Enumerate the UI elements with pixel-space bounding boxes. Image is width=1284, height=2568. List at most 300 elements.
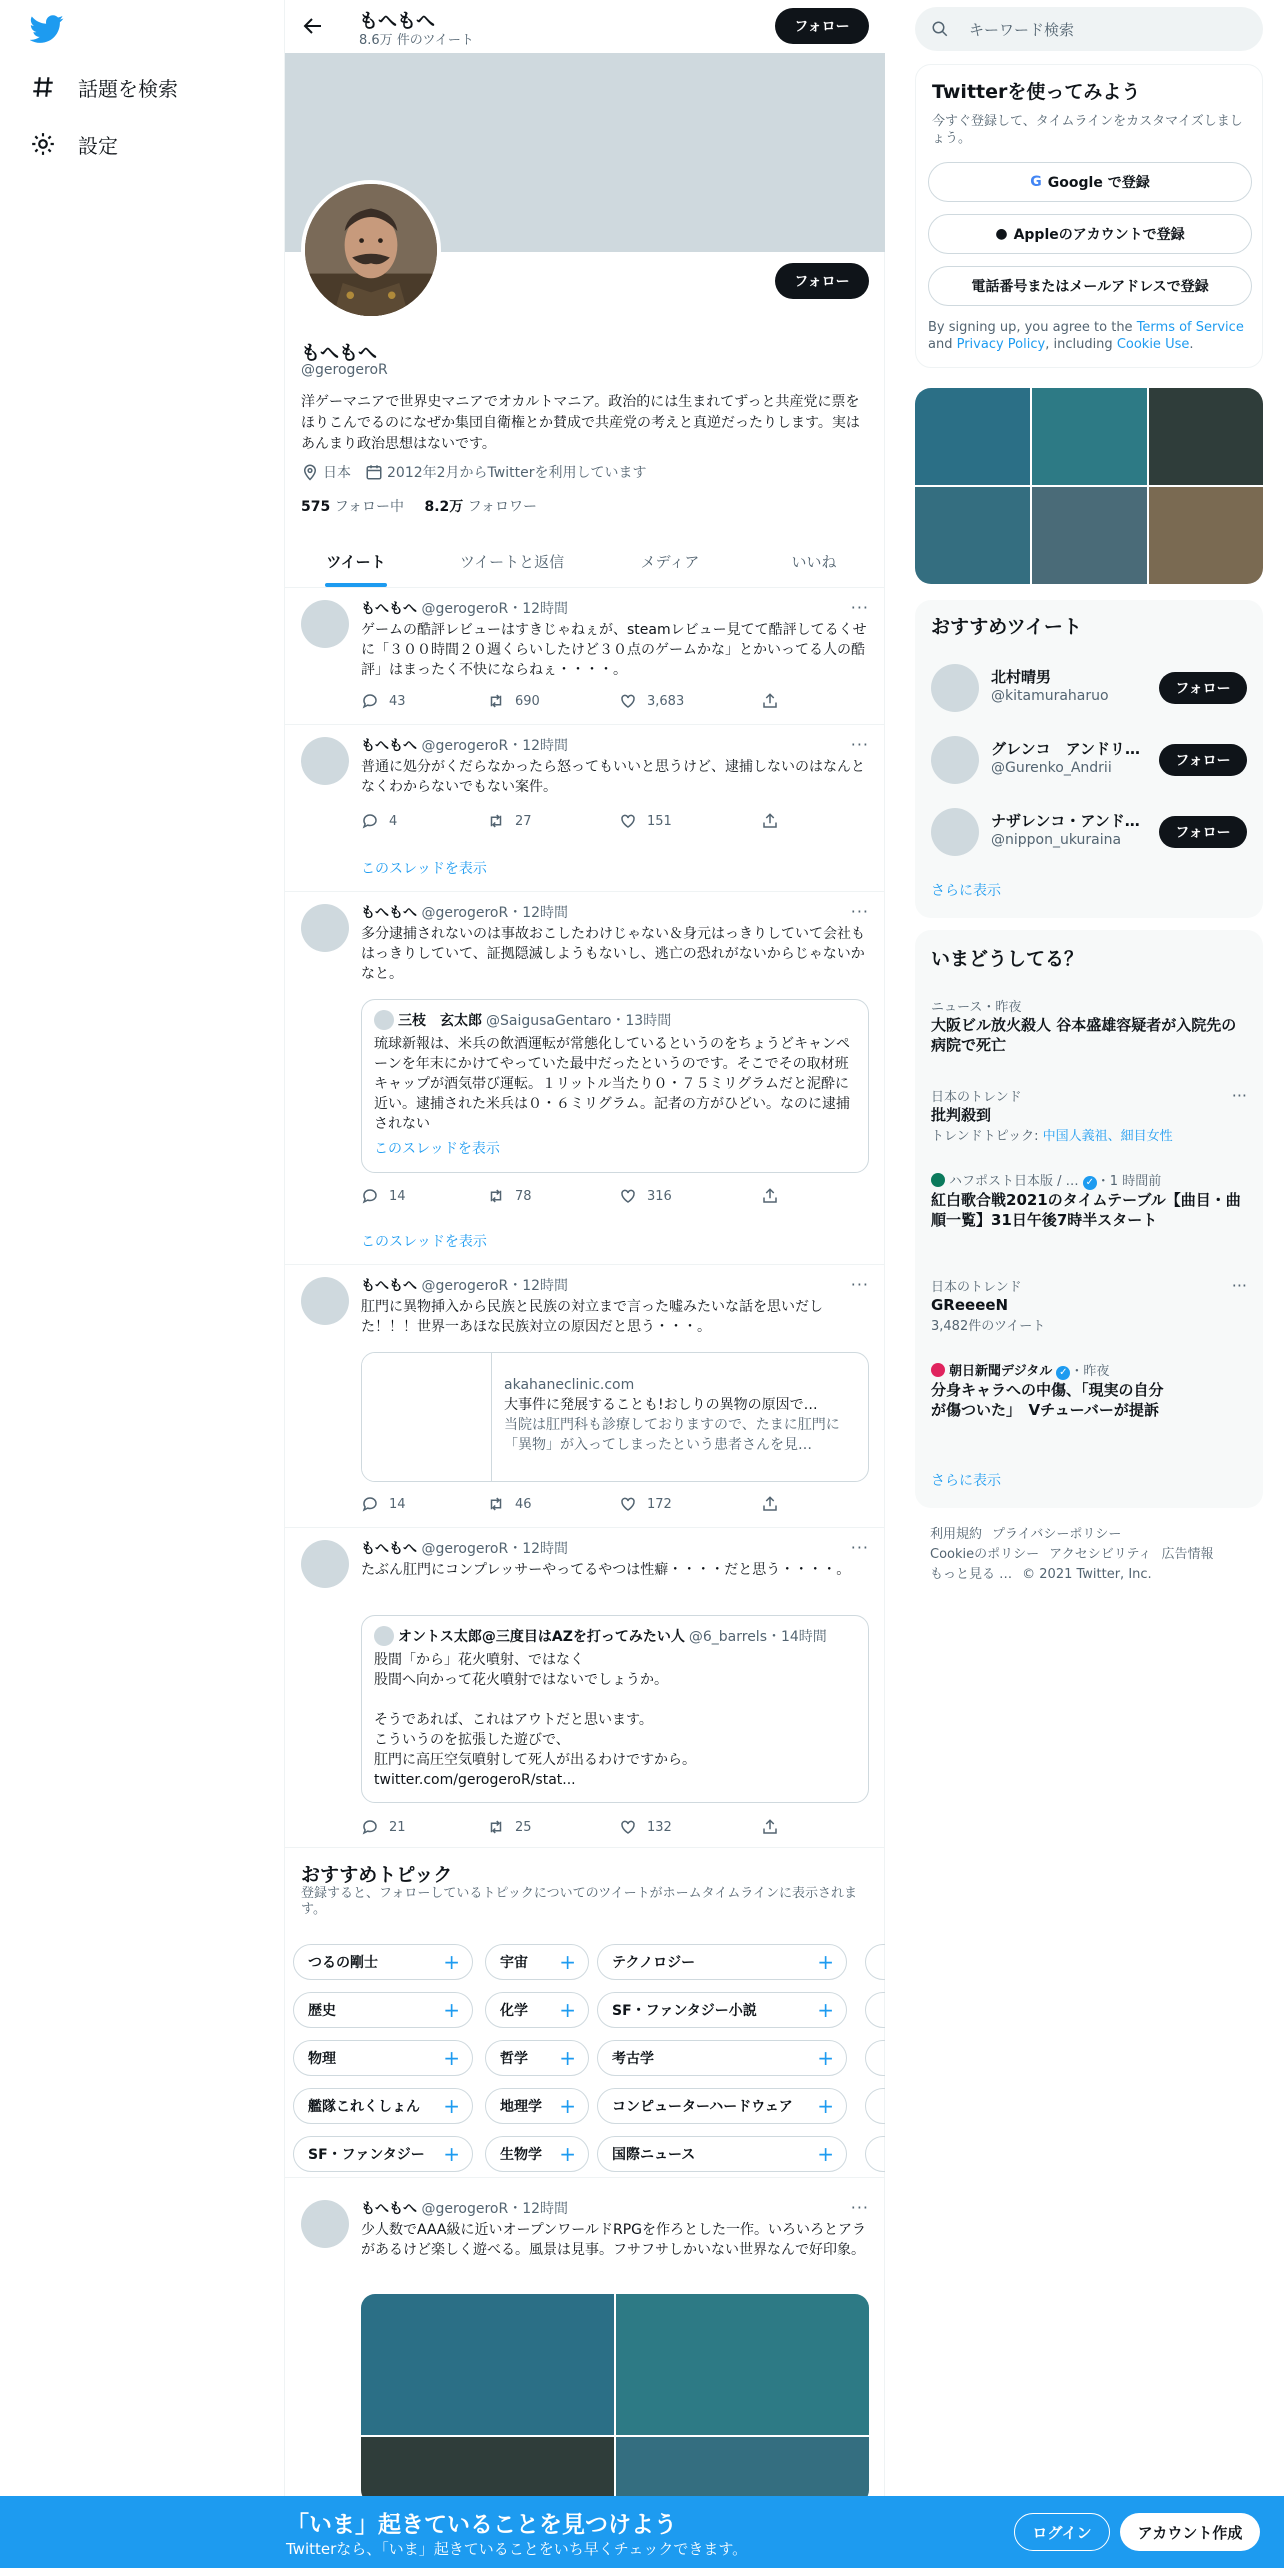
reply-count: 14 — [389, 1496, 406, 1512]
followers-label: フォロワー — [467, 499, 538, 515]
like-button[interactable] — [619, 1187, 672, 1205]
plus-icon: + — [559, 2046, 576, 2070]
user-avatar[interactable] — [931, 808, 979, 856]
link-card-description: 当院は肛門科も診療しておりますので、たまに肛門に「異物」が入ってしまったという患者さんを見… — [504, 1417, 840, 1453]
footer-links — [930, 1525, 1260, 1585]
profile-handle: @gerogeroR — [301, 362, 388, 378]
legal-text: and — [928, 337, 957, 352]
show-thread-link[interactable]: このスレッドを表示 — [361, 1234, 487, 1250]
nav-explore[interactable] — [30, 67, 178, 107]
topic-chip-partial[interactable] — [865, 1992, 885, 2028]
tweet-text: 少人数でAAA級に近いオープンワールドRPGを作ろとした一作。いろいろとアラがあるけど楽しく遊べる。風景は見事。フサフサしかいない世界なんで好印象。 — [361, 2222, 866, 2258]
trend-topics — [931, 1125, 1251, 1144]
reply-icon — [361, 1187, 379, 1205]
trend-item[interactable] — [931, 1086, 1251, 1144]
quote-line — [374, 1690, 858, 1710]
retweet-button[interactable] — [487, 812, 532, 830]
tweet-author-line — [361, 1275, 568, 1295]
signup-subtitle: 今すぐ登録して、タイムラインをカスタマイズしましょう。 — [932, 114, 1243, 146]
topic-chip-label: テクノロジー — [612, 1955, 696, 1971]
share-button[interactable] — [761, 692, 789, 710]
legal-text: By signing up, you agree to the — [928, 320, 1137, 335]
google-signup-label: Google で登録 — [1047, 175, 1150, 191]
media-thumbnail[interactable] — [1149, 487, 1263, 584]
share-icon — [761, 1187, 779, 1205]
trend-category-line — [931, 1360, 1251, 1380]
google-signup-button[interactable] — [928, 162, 1252, 202]
topic-chip-label: 化学 — [500, 2003, 528, 2019]
signup-title: Twitterを使ってみよう — [932, 81, 1141, 103]
reply-count: 21 — [389, 1819, 406, 1835]
tweet-author-line — [361, 735, 568, 755]
topic-chip[interactable] — [597, 2136, 847, 2172]
follow-button[interactable]: フォロー — [1159, 816, 1247, 848]
quote-text: 琉球新報は、米兵の飲酒運転が常態化しているというのをちょうどキャンペーンを年末にかけてやっていた最中だったというのです。そこでその取材班キャップが酒気帯び運転。１リットル当たり０・７５ミリグラムだと泥酔に近い。逮捕された米兵は０・６ミリグラム。記者の方がひどい。なのに逮捕されない — [374, 1036, 850, 1132]
reply-icon — [361, 692, 379, 710]
like-button[interactable] — [619, 1495, 672, 1513]
tweet-actions — [361, 1495, 791, 1515]
topic-chip-partial[interactable] — [865, 1944, 885, 1980]
quoted-tweet[interactable] — [361, 999, 869, 1173]
trend-item[interactable] — [931, 1276, 1251, 1334]
retweet-count: 690 — [515, 693, 540, 709]
recommended-show-more[interactable]: さらに表示 — [931, 883, 1001, 899]
media-thumbnail[interactable] — [1149, 388, 1263, 485]
bottom-bar-title: 「いま」起きていることを見つけよう — [286, 2512, 677, 2538]
share-button[interactable] — [761, 1495, 789, 1513]
tweet-text: たぶん肛門にコンプレッサーやってるやつは性癖・・・・だと思う・・・・。 — [361, 1562, 851, 1578]
retweet-icon — [487, 812, 505, 830]
trend-title: 紅白歌合戦2021のタイムテーブル【曲目・曲順一覧】31日午後7時半スタート — [931, 1191, 1241, 1229]
followers-count: 8.2万 — [424, 499, 464, 515]
topic-chip[interactable] — [293, 2136, 473, 2172]
heart-icon — [619, 692, 637, 710]
tweet-avatar[interactable] — [301, 904, 349, 952]
reply-button[interactable] — [361, 1495, 406, 1513]
tweet[interactable] — [285, 1265, 885, 1528]
hashtag-icon — [30, 74, 56, 100]
plus-icon: + — [443, 2046, 460, 2070]
share-button[interactable] — [761, 1187, 789, 1205]
signup-button[interactable]: アカウント作成 — [1120, 2513, 1260, 2551]
tweet-author-name: もへもへ — [361, 2201, 417, 2217]
footer-copyright: © 2021 Twitter, Inc. — [1022, 1567, 1152, 1582]
tab-active-indicator — [325, 583, 387, 587]
tweet-author-line — [361, 1538, 568, 1558]
tweet-avatar[interactable] — [301, 2200, 349, 2248]
topic-chip[interactable] — [485, 1944, 589, 1980]
recommended-user[interactable] — [915, 724, 1263, 796]
user-handle: @nippon_ukuraina — [991, 832, 1122, 848]
link-card-domain: akahaneclinic.com — [504, 1377, 635, 1393]
retweet-icon — [487, 1187, 505, 1205]
topic-chip-partial[interactable] — [865, 2040, 885, 2076]
trend-category: ハフポスト日本版 / … — [949, 1174, 1079, 1189]
user-handle: @kitamuraharuo — [991, 688, 1109, 704]
quote-line: 股間「から」花火噴射、ではなく — [374, 1652, 584, 1668]
topic-chip-label: SF・ファンタジー小説 — [612, 2003, 757, 2019]
verified-icon: ✓ — [1083, 1176, 1097, 1190]
tab-likes[interactable]: いいね — [791, 553, 837, 571]
like-count: 151 — [647, 813, 672, 829]
more-icon[interactable]: ··· — [850, 902, 869, 921]
media-thumbnail[interactable] — [915, 487, 1030, 584]
user-name: 北村晴男 — [991, 668, 1052, 686]
tweet-avatar[interactable] — [301, 1540, 349, 1588]
profile-bio: 洋ゲーマニアで世界史マニアでオカルトマニア。政治的には生まれてずっと共産党に票をほりこんでるのになぜか集団自衛権とか賛成で共産党の考えと真逆だったりします。実はあんまり政治思想はないです。 — [301, 394, 860, 452]
location-pin-icon — [301, 463, 319, 481]
nav-explore-label: 話題を検索 — [78, 76, 178, 101]
footer-link[interactable]: 利用規約 — [930, 1527, 983, 1542]
media-grid[interactable] — [915, 388, 1263, 584]
trend-title: GReeeeN — [931, 1296, 1009, 1314]
user-avatar[interactable] — [931, 736, 979, 784]
link-card-image — [362, 1353, 492, 1482]
topic-chip[interactable] — [293, 1944, 473, 1980]
reply-button[interactable] — [361, 1187, 406, 1205]
trend-topics-label: トレンドトピック: — [931, 1129, 1043, 1144]
topic-chip-label: 哲学 — [500, 2051, 528, 2067]
quote-avatar — [374, 1626, 394, 1646]
tweet-author-name: もへもへ — [361, 601, 417, 617]
topic-chip[interactable] — [597, 1992, 847, 2028]
tweet-actions — [361, 1818, 791, 1838]
heart-icon — [619, 1495, 637, 1513]
more-icon[interactable]: ··· — [850, 735, 869, 754]
topic-chip-label: 歴史 — [308, 2003, 336, 2019]
footer-link[interactable]: Cookieのポリシー — [930, 1547, 1040, 1562]
privacy-link[interactable]: Privacy Policy — [956, 337, 1046, 352]
apple-signup-button[interactable] — [928, 214, 1252, 254]
more-icon[interactable]: ··· — [850, 2198, 869, 2217]
footer-more-link[interactable]: もっと見る … — [930, 1567, 1013, 1582]
reply-icon — [361, 1495, 379, 1513]
tweet-meta: @gerogeroR・12時間 — [421, 738, 569, 754]
reply-icon — [361, 1818, 379, 1836]
more-icon[interactable]: ··· — [850, 598, 869, 617]
retweet-icon — [487, 1495, 505, 1513]
tweet-author-name: もへもへ — [361, 905, 417, 921]
login-button[interactable]: ログイン — [1014, 2513, 1110, 2551]
trend-time: ・昨夜 — [1070, 1364, 1110, 1379]
tweet-author-line — [361, 598, 568, 618]
tweet-media-image[interactable] — [616, 2294, 869, 2435]
topic-chip[interactable] — [293, 2088, 473, 2124]
plus-icon: + — [817, 2142, 834, 2166]
profile-tabs — [285, 535, 885, 588]
profile-avatar[interactable] — [301, 180, 441, 320]
reply-icon — [361, 812, 379, 830]
google-icon: G — [1030, 174, 1042, 190]
quoted-tweet[interactable] — [361, 1615, 869, 1803]
quote-author-name: オントス太郎@三度目はAZを打ってみたい人 — [398, 1629, 685, 1645]
reply-button[interactable] — [361, 692, 406, 710]
plus-icon: + — [559, 1950, 576, 1974]
tweet-author-line — [361, 902, 568, 922]
plus-icon: + — [817, 2094, 834, 2118]
followers-link[interactable] — [424, 499, 537, 515]
recommended-panel — [915, 600, 1263, 918]
nav-settings[interactable] — [30, 124, 118, 164]
tweet-avatar[interactable] — [301, 737, 349, 785]
tweet[interactable] — [285, 725, 885, 892]
topic-chip-label: 艦隊これくしょん — [308, 2099, 420, 2115]
nav-settings-label: 設定 — [78, 133, 118, 158]
reply-count: 14 — [389, 1188, 406, 1204]
quote-meta: @6_barrels・14時間 — [688, 1629, 827, 1645]
terms-link[interactable]: Terms of Service — [1136, 320, 1244, 335]
topic-chip-partial[interactable] — [865, 2088, 885, 2124]
footer-link[interactable]: 広告情報 — [1161, 1547, 1214, 1562]
trend-item[interactable] — [931, 1170, 1251, 1230]
topic-chip-label: つるの剛士 — [308, 1955, 378, 1971]
topic-chip-label: 生物学 — [500, 2147, 542, 2163]
trend-item[interactable] — [931, 1360, 1251, 1420]
header-follow-button[interactable]: フォロー — [775, 8, 869, 44]
plus-icon: + — [443, 2142, 460, 2166]
topic-chip[interactable] — [597, 2040, 847, 2076]
quote-show-thread-link[interactable]: このスレッドを表示 — [374, 1141, 500, 1157]
legal-text: . — [1189, 337, 1194, 352]
plus-icon: + — [443, 2094, 460, 2118]
tweet-meta: @gerogeroR・12時間 — [421, 2201, 569, 2217]
like-count: 316 — [647, 1188, 672, 1204]
header-name: もへもへ — [359, 10, 436, 32]
retweet-icon — [487, 692, 505, 710]
bottom-bar-subtitle: Twitterなら、「いま」起きていることをいち早くチェックできます。 — [286, 2540, 748, 2558]
signup-panel — [915, 64, 1263, 368]
footer-link[interactable]: プライバシーポリシー — [992, 1527, 1122, 1542]
news-logo-icon — [931, 1173, 945, 1187]
topic-chip-partial[interactable] — [865, 2136, 885, 2172]
retweet-count: 27 — [515, 813, 532, 829]
like-button[interactable] — [619, 812, 672, 830]
plus-icon: + — [443, 1998, 460, 2022]
topics-title: おすすめトピック — [301, 1864, 453, 1886]
topic-chip[interactable] — [597, 1944, 847, 1980]
topic-chip-label: SF・ファンタジー — [308, 2147, 425, 2163]
topics-subtitle: 登録すると、フォローしているトピックについてのツイートがホームタイムラインに表示されます。 — [301, 1886, 858, 1917]
reply-count: 43 — [389, 693, 406, 709]
profile-follow-counts — [301, 496, 537, 516]
retweet-button[interactable] — [487, 1187, 532, 1205]
tweet-avatar[interactable] — [301, 1277, 349, 1325]
link-card-title: 大事件に発展することも!おしりの異物の原因で… — [504, 1397, 818, 1413]
trend-topics-links[interactable]: 中国人義祖、細目女性 — [1042, 1129, 1173, 1144]
topic-chip-label: 物理 — [308, 2051, 336, 2067]
trend-item[interactable] — [931, 996, 1251, 1055]
profile-meta — [301, 462, 646, 482]
calendar-icon — [365, 463, 383, 481]
topic-chip-label: コンピューターハードウェア — [612, 2099, 793, 2115]
follow-button[interactable]: フォロー — [1159, 672, 1247, 704]
trends-show-more[interactable]: さらに表示 — [931, 1473, 1001, 1489]
recommended-user[interactable] — [915, 796, 1263, 868]
trend-title: 分身キャラへの中傷、「現実の自分が傷ついた」 Vチューバーが提訴 — [931, 1381, 1164, 1419]
topic-chip[interactable] — [485, 1992, 589, 2028]
retweet-button[interactable] — [487, 1818, 532, 1836]
trend-category: 日本のトレンド — [931, 1280, 1022, 1295]
share-button[interactable] — [761, 1818, 789, 1836]
reply-count: 4 — [389, 813, 398, 829]
more-icon[interactable]: ··· — [1231, 1086, 1247, 1105]
search-icon — [931, 20, 949, 38]
reply-button[interactable] — [361, 812, 397, 830]
tab-tweets[interactable]: ツイート — [326, 553, 386, 571]
quote-author-line — [374, 1010, 671, 1030]
trends-panel — [915, 930, 1263, 1508]
tweet-author-name: もへもへ — [361, 738, 417, 754]
quote-line: 股間へ向かって花火噴射ではないでしょうか。 — [374, 1672, 668, 1688]
trend-time: ・1 時間前 — [1096, 1174, 1162, 1189]
share-icon — [761, 692, 779, 710]
like-count: 172 — [647, 1496, 672, 1512]
retweet-button[interactable] — [487, 692, 540, 710]
topic-chip[interactable] — [485, 2136, 589, 2172]
topic-chip[interactable] — [597, 2088, 847, 2124]
more-icon[interactable]: ··· — [1231, 1276, 1247, 1295]
user-avatar[interactable] — [931, 664, 979, 712]
retweet-count: 78 — [515, 1188, 532, 1204]
cookie-link[interactable]: Cookie Use — [1116, 337, 1190, 352]
like-button[interactable] — [619, 692, 684, 710]
search-box[interactable] — [915, 7, 1263, 51]
tweet-meta: @gerogeroR・12時間 — [421, 1541, 569, 1557]
topic-chip-label: 国際ニュース — [612, 2147, 696, 2163]
media-thumbnail[interactable] — [1032, 487, 1147, 584]
like-button[interactable] — [619, 1818, 672, 1836]
tweet[interactable] — [285, 892, 885, 1265]
quote-line: そうであれば、これはアウトだと思います。 — [374, 1712, 653, 1728]
heart-icon — [619, 1187, 637, 1205]
plus-icon: + — [559, 2094, 576, 2118]
plus-icon: + — [559, 2142, 576, 2166]
header-tweet-count: 8.6万 件のツイート — [359, 33, 474, 48]
tweet-media-image[interactable] — [361, 2294, 614, 2435]
trend-category: 朝日新聞デジタル — [949, 1364, 1053, 1379]
phone-email-signup-button[interactable]: 電話番号またはメールアドレスで登録 — [928, 266, 1252, 306]
plus-icon: + — [443, 1950, 460, 1974]
plus-icon: + — [817, 2046, 834, 2070]
profile-follow-button[interactable]: フォロー — [775, 263, 869, 299]
tweet-meta: @gerogeroR・12時間 — [421, 905, 569, 921]
show-thread-link[interactable]: このスレッドを表示 — [361, 861, 487, 877]
tweet-avatar[interactable] — [301, 600, 349, 648]
footer-link[interactable]: アクセシビリティ — [1049, 1547, 1152, 1562]
trend-title: 批判殺到 — [931, 1106, 992, 1124]
topic-chip[interactable] — [293, 1992, 473, 2028]
tweet-text: 普通に処分がくだらなかったら怒ってもいいと思うけど、逮捕しないのはなんとなくわからないでもない案件。 — [361, 759, 865, 795]
topic-chip[interactable] — [485, 2088, 589, 2124]
share-icon — [761, 1495, 779, 1513]
link-card-body — [504, 1375, 860, 1455]
plus-icon: + — [559, 1998, 576, 2022]
verified-icon: ✓ — [1056, 1366, 1070, 1380]
topic-chip-label: 宇宙 — [500, 1955, 528, 1971]
profile-column — [284, 0, 885, 2568]
twitter-logo-icon[interactable] — [30, 12, 70, 46]
topics-section — [285, 1848, 885, 2178]
following-link[interactable] — [301, 499, 404, 515]
quote-avatar — [374, 1010, 394, 1030]
tweet-media-grid[interactable] — [361, 2294, 869, 2504]
signup-legal — [928, 319, 1252, 353]
heart-icon — [619, 812, 637, 830]
share-button[interactable] — [761, 812, 789, 830]
user-name: ナザレンコ・アンド… — [991, 812, 1140, 830]
more-icon[interactable]: ··· — [850, 1275, 869, 1294]
like-count: 3,683 — [647, 693, 685, 709]
tweet-author-name: もへもへ — [361, 1278, 417, 1294]
quote-line: こういうのを拡張した遊びで、 — [374, 1732, 570, 1748]
tweet-meta: @gerogeroR・12時間 — [421, 601, 569, 617]
tweet-media-image[interactable] — [361, 2437, 614, 2504]
trend-title: 大阪ビル放火殺人 谷本盛雄容疑者が入院先の病院で死亡 — [931, 1016, 1237, 1054]
plus-icon: + — [817, 1998, 834, 2022]
retweet-count: 25 — [515, 1819, 532, 1835]
tweet-media-image[interactable] — [616, 2437, 869, 2504]
retweet-button[interactable] — [487, 1495, 532, 1513]
tweet-actions — [361, 1187, 791, 1207]
quote-meta: @SaigusaGentaro・13時間 — [486, 1013, 672, 1029]
tweet-meta: @gerogeroR・12時間 — [421, 1278, 569, 1294]
tweet[interactable] — [285, 588, 885, 725]
tab-tweets-replies[interactable]: ツイートと返信 — [459, 553, 565, 571]
tweet[interactable] — [285, 1528, 885, 1848]
trends-title: いまどうしてる？ — [931, 948, 1084, 970]
following-count: 575 — [301, 499, 331, 515]
topic-chip[interactable] — [485, 2040, 589, 2076]
back-arrow-icon[interactable] — [301, 14, 325, 38]
quote-author-line — [374, 1626, 827, 1646]
tweet-actions — [361, 812, 791, 832]
share-icon — [761, 812, 779, 830]
tweet-text: 肛門に異物挿入から民族と民族の対立まで言った嘘みたいな話を思いだした！！！世界一あほな民族対立の原因だと思う・・・。 — [361, 1299, 823, 1335]
more-icon[interactable]: ··· — [850, 1538, 869, 1557]
gear-icon — [30, 131, 56, 157]
recommended-user[interactable] — [915, 652, 1263, 724]
tweet-author-line — [361, 2198, 568, 2218]
tweet-author-name: もへもへ — [361, 1541, 417, 1557]
profile-joined: 2012年2月からTwitterを利用しています — [387, 465, 647, 481]
trend-category-line — [931, 1170, 1251, 1190]
tweet[interactable] — [285, 2178, 885, 2496]
legal-text: , including — [1045, 337, 1117, 352]
topic-chip[interactable] — [293, 2040, 473, 2076]
profile-location: 日本 — [323, 465, 351, 481]
heart-icon — [619, 1818, 637, 1836]
link-card[interactable] — [361, 1352, 869, 1482]
tab-media[interactable]: メディア — [640, 553, 700, 571]
trend-category: ニュース・昨夜 — [931, 1000, 1022, 1015]
quote-link[interactable]: twitter.com/gerogeroR/stat... — [374, 1772, 576, 1788]
bottom-signup-bar — [0, 2496, 1284, 2568]
quote-text — [374, 1650, 858, 1790]
following-label: フォロー中 — [334, 499, 404, 515]
media-thumbnail[interactable] — [915, 388, 1030, 485]
like-count: 132 — [647, 1819, 672, 1835]
quote-line: 肛門に高圧空気噴射して死人が出るわけですから。 — [374, 1752, 696, 1768]
recommended-title: おすすめツイート — [931, 616, 1082, 638]
reply-button[interactable] — [361, 1818, 406, 1836]
media-thumbnail[interactable] — [1032, 388, 1147, 485]
tweet-text: 多分逮捕されないのは事故おこしたわけじゃない＆身元はっきりしていて会社もはっきりしていて、証拠隠滅しようもないし、逃亡の恐れがないからじゃないかなと。 — [361, 926, 865, 982]
topic-chip-label: 地理学 — [500, 2099, 542, 2115]
follow-button[interactable]: フォロー — [1159, 744, 1247, 776]
plus-icon: + — [817, 1950, 834, 1974]
news-logo-icon — [931, 1363, 945, 1377]
apple-signup-label: Appleのアカウントで登録 — [1013, 227, 1185, 243]
